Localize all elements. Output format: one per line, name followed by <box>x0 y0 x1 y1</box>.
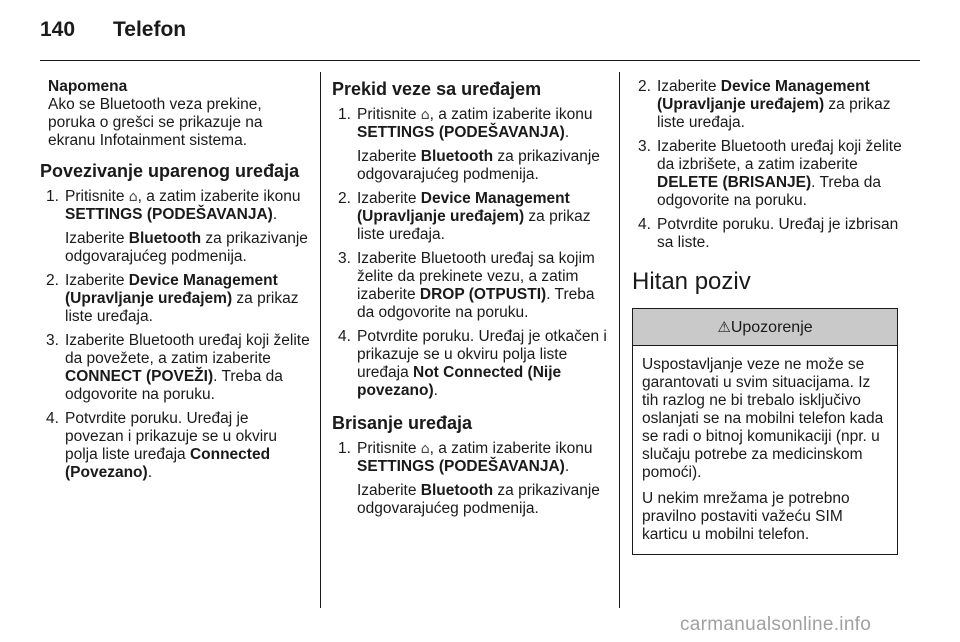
column-3 <box>632 78 906 555</box>
step-list <box>48 188 310 482</box>
warning-paragraph: Uspostavljanje veze ne može se garantovati u svim situacijama. Iz tih razlog ne bi trebalo isključivo oslanjati se na mobilni telefon kada se radi o bitnoj komunikaciji (npr. u slučaju potrebe za medicinskom pomoći). <box>642 356 884 481</box>
step-subtext: Izaberite Bluetooth za prikazivanje odgovarajućeg podmenija. <box>357 482 600 517</box>
step-text: Potvrdite poruku. Uređaj je povezan i prikazuje se u okviru polja liste uređaja Connected (Povezano). <box>65 410 277 481</box>
warning-triangle-icon: ⚠ <box>717 318 731 336</box>
header-rule <box>40 60 920 61</box>
step-number: 1. <box>338 106 351 123</box>
step-number: 2. <box>638 78 651 95</box>
list-item <box>340 250 608 322</box>
list-item <box>340 328 608 400</box>
note-label: Napomena <box>48 78 128 95</box>
section-title: Hitan poziv <box>632 268 751 295</box>
step-subtext: Izaberite Bluetooth za prikazivanje odgovarajućeg podmenija. <box>65 230 308 265</box>
step-text: Pritisnite ⌂, a zatim izaberite ikonu SETTINGS (PODEŠAVANJA). <box>357 440 593 475</box>
home-icon: ⌂ <box>420 441 430 457</box>
section-heading: Povezivanje uparenog uređaja <box>40 161 300 181</box>
step-number: 4. <box>46 410 59 427</box>
section-heading: Brisanje uređaja <box>332 413 473 433</box>
page-number: 140 <box>40 18 76 41</box>
step-number: 3. <box>46 332 59 349</box>
column-divider-1 <box>320 72 321 608</box>
step-list <box>340 440 608 518</box>
step-list <box>340 106 608 400</box>
note <box>48 78 310 150</box>
list-item <box>48 410 310 482</box>
chapter-title: Telefon <box>113 18 187 41</box>
note-text: Ako se Bluetooth veza prekine, poruka o grešci se prikazuje na ekranu Infotainment sistema. <box>48 96 263 149</box>
step-number: 1. <box>46 188 59 205</box>
column-1 <box>40 78 310 488</box>
list-item <box>48 272 310 326</box>
home-icon: ⌂ <box>128 189 138 205</box>
section-heading: Prekid veze sa uređajem <box>332 79 542 99</box>
step-text: Izaberite Device Management (Upravljanje uređajem) za prikaz liste uređaja. <box>657 78 891 131</box>
warning-paragraph: U nekim mrežama je potrebno pravilno postaviti važeću SIM karticu u mobilni telefon. <box>642 490 850 543</box>
step-number: 3. <box>638 138 651 155</box>
list-item <box>640 138 906 210</box>
step-text: Pritisnite ⌂, a zatim izaberite ikonu SETTINGS (PODEŠAVANJA). <box>65 188 301 223</box>
list-item <box>48 332 310 404</box>
home-icon: ⌂ <box>420 107 430 123</box>
list-item <box>640 78 906 132</box>
step-subtext: Izaberite Bluetooth za prikazivanje odgovarajućeg podmenija. <box>357 148 600 183</box>
warning-body <box>633 346 897 554</box>
column-2 <box>332 78 608 524</box>
warning-box <box>632 308 898 555</box>
step-text: Izaberite Bluetooth uređaj sa kojim želite da prekinete vezu, a zatim izaberite DROP (OTPUSTI). Treba da odgovorite na poruku. <box>357 250 595 321</box>
step-number: 4. <box>638 216 651 233</box>
list-item <box>340 106 608 184</box>
step-text: Izaberite Device Management (Upravljanje uređajem) za prikaz liste uređaja. <box>357 190 591 243</box>
step-list <box>640 78 906 252</box>
warning-header <box>633 309 897 346</box>
column-divider-2 <box>619 72 620 608</box>
step-number: 3. <box>338 250 351 267</box>
step-number: 1. <box>338 440 351 457</box>
list-item <box>340 440 608 518</box>
step-number: 4. <box>338 328 351 345</box>
step-text: Potvrdite poruku. Uređaj je izbrisan sa liste. <box>657 216 899 251</box>
step-text: Izaberite Device Management (Upravljanje uređajem) za prikaz liste uređaja. <box>65 272 299 325</box>
step-text: Izaberite Bluetooth uređaj koji želite da izbrišete, a zatim izaberite DELETE (BRISANJE). Treba da odgovorite na poruku. <box>657 138 902 209</box>
list-item <box>640 216 906 252</box>
step-number: 2. <box>338 190 351 207</box>
step-text: Pritisnite ⌂, a zatim izaberite ikonu SETTINGS (PODEŠAVANJA). <box>357 106 593 141</box>
watermark: carmanualsonline.info <box>680 614 872 635</box>
step-text: Potvrdite poruku. Uređaj je otkačen i prikazuje se u okviru polja liste uređaja Not Connected (Nije povezano). <box>357 328 607 399</box>
step-text: Izaberite Bluetooth uređaj koji želite da povežete, a zatim izaberite CONNECT (POVEŽI). Treba da odgovorite na poruku. <box>65 332 310 403</box>
list-item <box>48 188 310 266</box>
warning-title: Upozorenje <box>730 319 813 336</box>
step-number: 2. <box>46 272 59 289</box>
list-item <box>340 190 608 244</box>
